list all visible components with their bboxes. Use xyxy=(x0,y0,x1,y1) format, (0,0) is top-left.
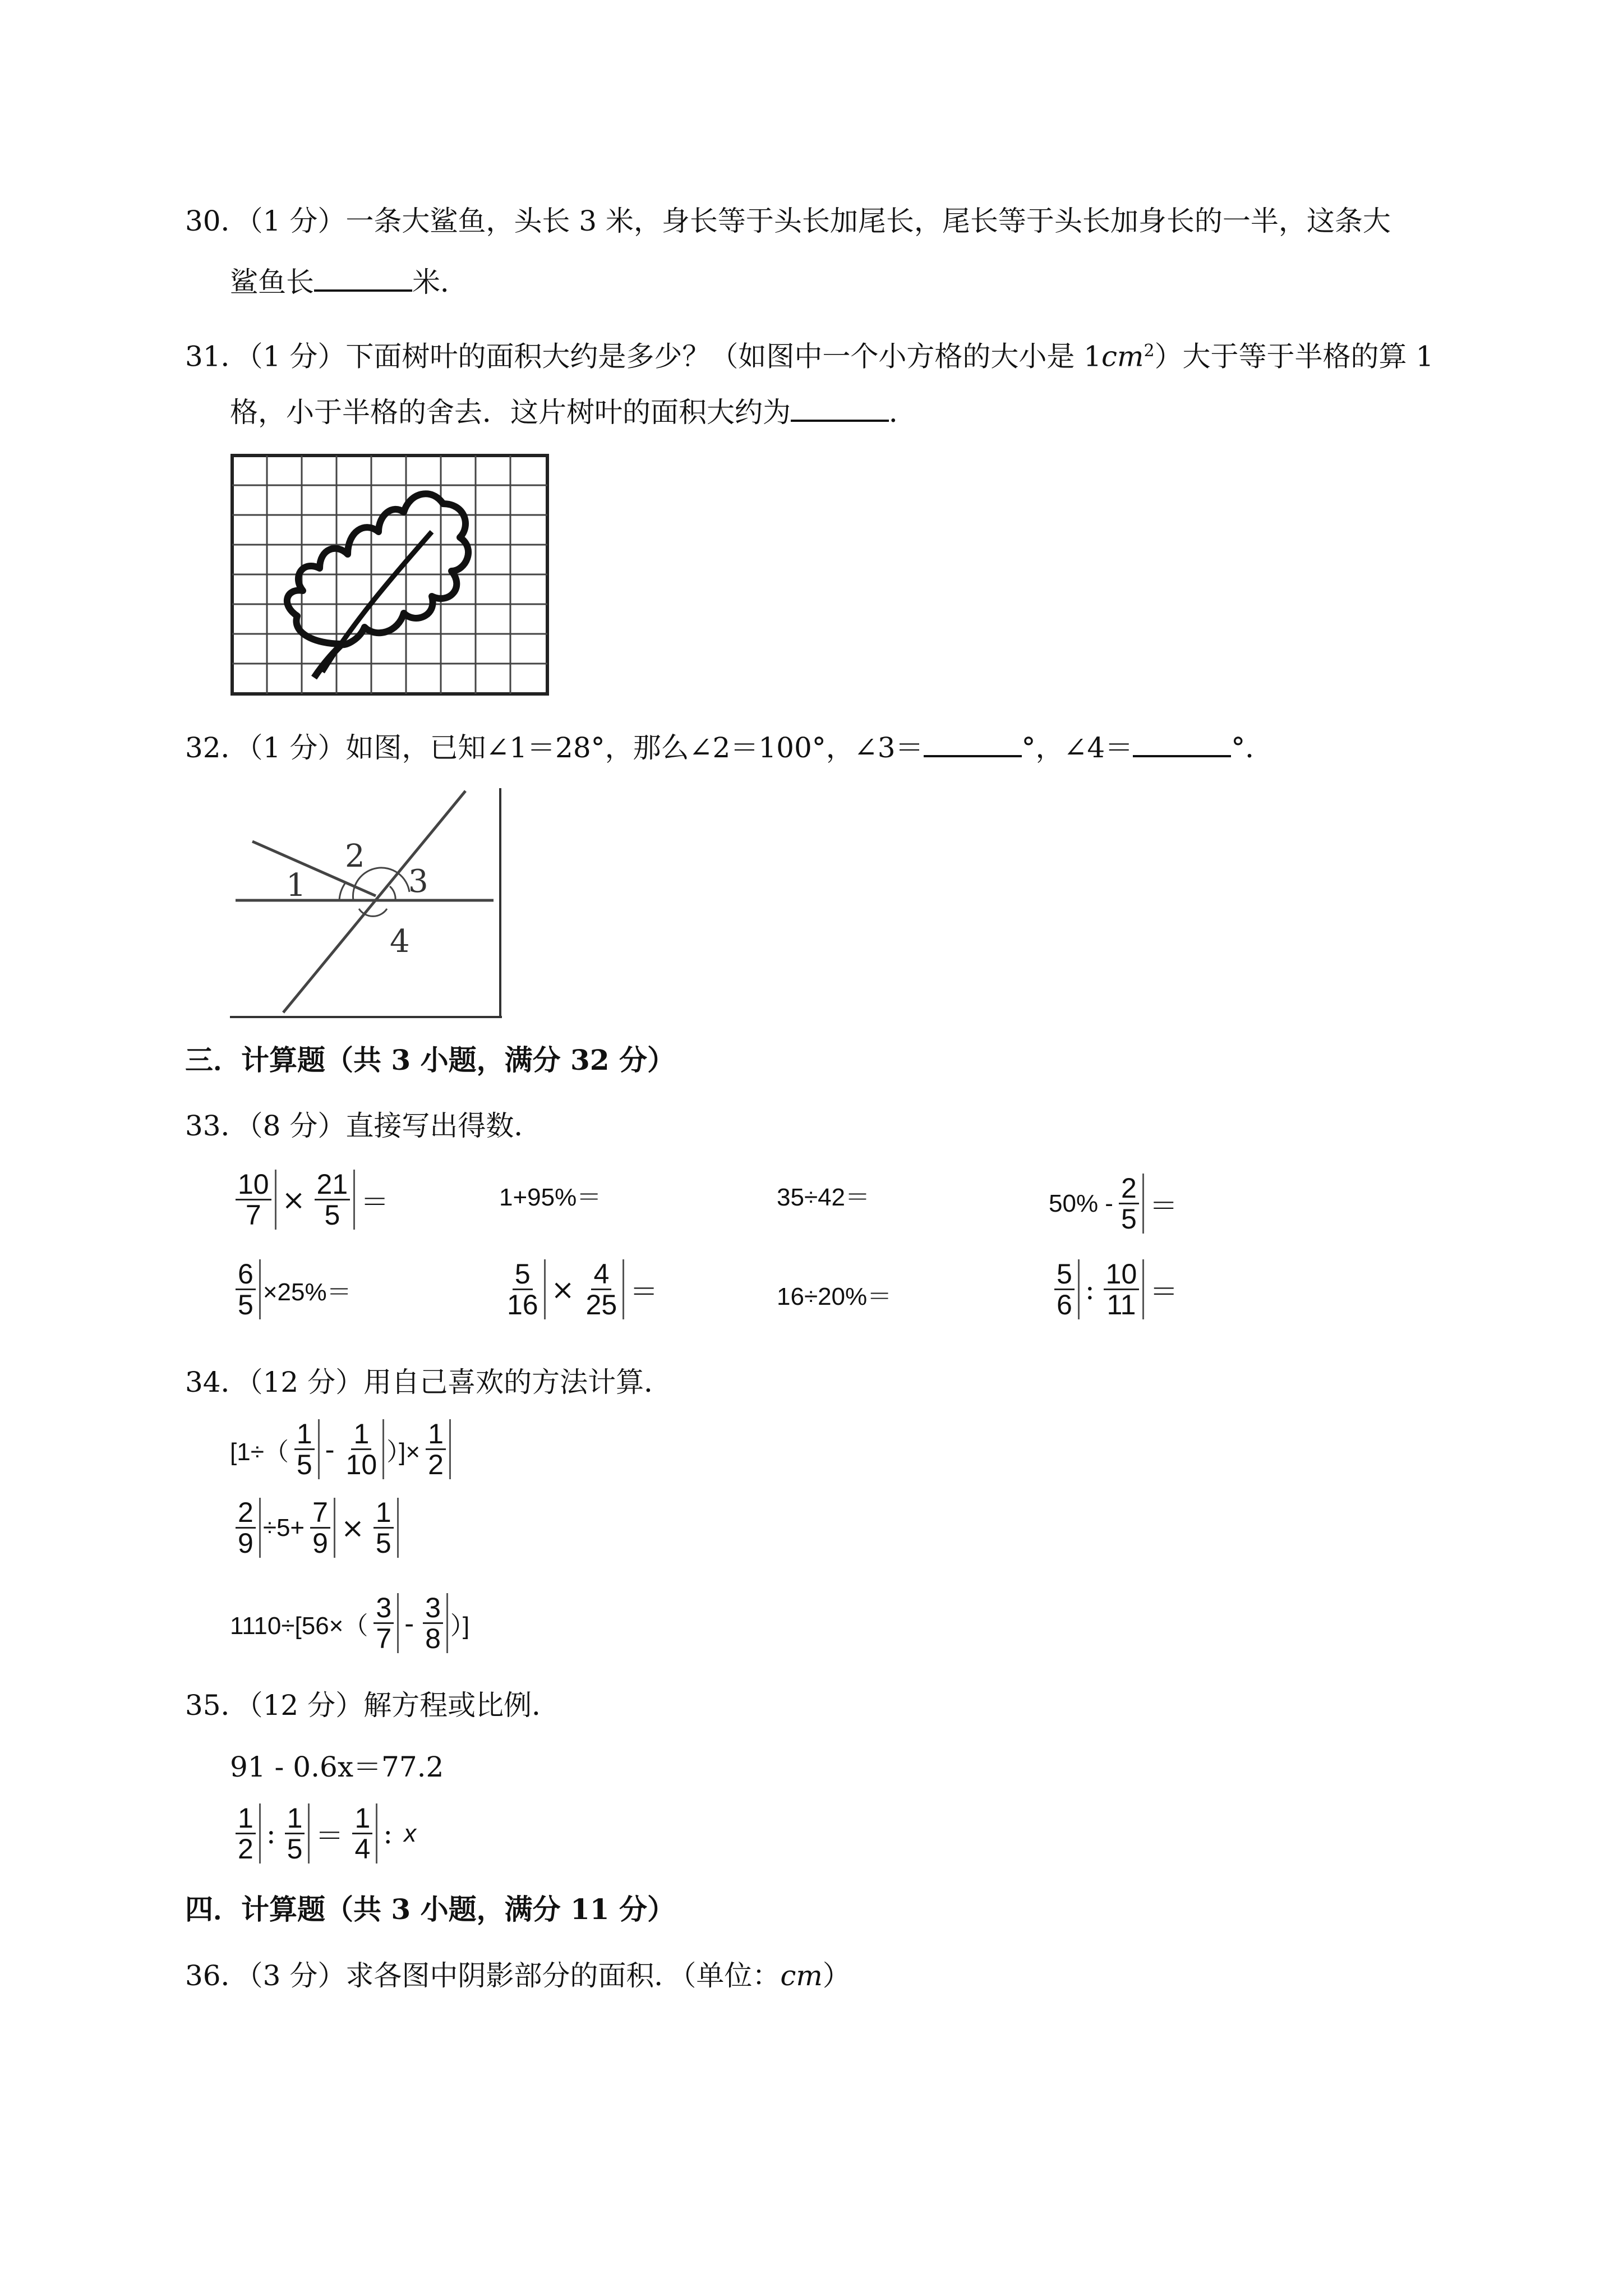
q36-close: ） xyxy=(822,1959,851,1992)
q32-text-c: °． xyxy=(1231,731,1274,764)
q36-line xyxy=(185,1958,851,1994)
q30-line2 xyxy=(230,263,468,300)
numerator: 4 xyxy=(591,1259,611,1290)
q32-line xyxy=(185,728,1273,766)
denominator: 5 xyxy=(296,1449,312,1480)
denominator: 4 xyxy=(354,1833,371,1865)
q34-expr1 xyxy=(230,1419,453,1479)
denominator: 9 xyxy=(238,1527,253,1559)
numerator: 1 xyxy=(236,1803,256,1834)
fraction xyxy=(422,1419,451,1479)
denominator: 5 xyxy=(238,1289,253,1320)
numerator: 1 xyxy=(374,1498,394,1529)
q33-item-e xyxy=(230,1259,352,1319)
q31-text-b: ）大于等于半格的算 1 xyxy=(1154,340,1434,373)
q31-line2 xyxy=(230,393,917,430)
numerator: 5 xyxy=(513,1259,533,1290)
section3-heading: 三．计算题（共 3 小题，满分 32 分） xyxy=(185,1043,675,1076)
numerator: 10 xyxy=(1104,1259,1140,1290)
fraction xyxy=(1115,1174,1144,1234)
q34-expr3 xyxy=(230,1593,469,1653)
q35-proportion xyxy=(230,1803,416,1864)
denominator: 2 xyxy=(238,1833,253,1865)
suffix: ）] xyxy=(450,1612,470,1640)
q30-answer-blank[interactable] xyxy=(314,263,412,292)
fraction xyxy=(282,1803,310,1864)
angle-figure xyxy=(230,788,502,1018)
operator: - xyxy=(404,1607,414,1640)
angle-label-3: 3 xyxy=(408,863,428,900)
denominator: 16 xyxy=(507,1289,538,1320)
q31-answer-blank[interactable] xyxy=(791,393,889,422)
numerator: 21 xyxy=(315,1170,351,1200)
denominator: 10 xyxy=(345,1449,377,1480)
equals: ＝ xyxy=(315,1819,344,1852)
fraction xyxy=(232,1259,261,1319)
q33-item-d xyxy=(1049,1174,1181,1234)
numerator: 10 xyxy=(236,1170,271,1200)
variable-x: x xyxy=(404,1819,417,1847)
q34-expr2 xyxy=(230,1498,401,1558)
operator: - xyxy=(325,1433,335,1466)
prefix: [1÷（ xyxy=(230,1438,289,1466)
q33-item-a xyxy=(230,1170,392,1230)
prefix: 1110÷[56×（ xyxy=(230,1612,368,1640)
denominator: 5 xyxy=(375,1527,391,1559)
fraction xyxy=(1051,1259,1080,1319)
fraction xyxy=(232,1170,276,1230)
fraction xyxy=(307,1498,335,1558)
suffix: ）]× xyxy=(386,1438,421,1466)
numerator: 5 xyxy=(1054,1259,1075,1290)
equals: ＝ xyxy=(1150,1275,1178,1308)
q36-unit: cm xyxy=(780,1959,823,1992)
numerator: 1 xyxy=(352,1803,372,1834)
q34-title: 34．（12 分）用自己喜欢的方法计算． xyxy=(185,1366,672,1398)
denominator: 2 xyxy=(428,1449,444,1480)
denominator: 7 xyxy=(245,1199,261,1231)
prefix: 50% - xyxy=(1049,1189,1113,1217)
q33-title: 33．（8 分）直接写出得数． xyxy=(185,1110,542,1142)
numerator: 2 xyxy=(1119,1174,1139,1204)
equals: ＝ xyxy=(1149,1189,1178,1222)
q35-equation: 91 - 0.6x＝77.2 xyxy=(230,1751,444,1783)
numerator: 7 xyxy=(310,1498,330,1529)
fraction xyxy=(340,1419,385,1479)
denominator: 11 xyxy=(1106,1289,1136,1320)
ratio-colon: : xyxy=(266,1817,276,1850)
angle-label-1: 1 xyxy=(286,867,306,904)
fraction xyxy=(419,1593,448,1653)
angle-label-4: 4 xyxy=(390,923,410,960)
fraction xyxy=(349,1803,377,1864)
q30-prefix: 鲨鱼长 xyxy=(230,266,314,298)
q33-item-f xyxy=(499,1259,661,1319)
fraction xyxy=(501,1259,546,1319)
numerator: 1 xyxy=(351,1419,371,1450)
fraction xyxy=(232,1498,261,1558)
denominator: 7 xyxy=(376,1623,392,1654)
q32-angle3-blank[interactable] xyxy=(924,728,1022,757)
fraction xyxy=(232,1803,261,1864)
denominator: 5 xyxy=(1121,1203,1137,1235)
numerator: 1 xyxy=(426,1419,446,1450)
q36-text: 36．（3 分）求各图中阴影部分的面积．（单位： xyxy=(185,1959,781,1992)
denominator: 5 xyxy=(324,1199,340,1231)
fraction xyxy=(1100,1259,1145,1319)
operator: × xyxy=(282,1183,306,1216)
leaf-grid-figure xyxy=(230,453,555,699)
ratio-colon: : xyxy=(383,1817,393,1850)
q30-line1: 30．（1 分）一条大鲨鱼，头长 3 米，身长等于头长加尾长，尾长等于头长加身长的一半，这条大 xyxy=(185,205,1391,237)
denominator: 25 xyxy=(585,1289,617,1320)
numerator: 6 xyxy=(236,1259,256,1290)
fraction xyxy=(580,1259,625,1319)
fraction xyxy=(291,1419,320,1479)
numerator: 3 xyxy=(374,1593,394,1624)
equals: ＝ xyxy=(630,1275,658,1308)
operator: × xyxy=(551,1273,575,1306)
q31-text-a: 31．（1 分）下面树叶的面积大约是多少？（如图中一个小方格的大小是 1 xyxy=(185,340,1102,373)
fraction xyxy=(311,1170,356,1230)
denominator: 5 xyxy=(287,1833,303,1865)
leaf-midrib xyxy=(322,532,432,672)
numerator: 1 xyxy=(285,1803,305,1834)
ratio-colon: : xyxy=(1085,1273,1095,1306)
q31-unit-sup: 2 xyxy=(1144,341,1155,361)
q31-text-d: ． xyxy=(889,396,917,429)
q33-item-h xyxy=(1049,1259,1181,1319)
q31-text-c: 格，小于半格的舍去．这片树叶的面积大约为 xyxy=(230,396,791,429)
angle-label-2: 2 xyxy=(345,838,365,875)
denominator: 6 xyxy=(1057,1289,1072,1320)
section4-heading: 四．计算题（共 3 小题，满分 11 分） xyxy=(185,1893,675,1926)
fraction xyxy=(370,1593,399,1653)
q31-line1 xyxy=(185,333,1433,375)
middle: ÷5+ xyxy=(262,1513,305,1542)
q32-text-b: °，∠4＝ xyxy=(1021,731,1133,764)
q35-title: 35．（12 分）解方程或比例． xyxy=(185,1689,560,1722)
q33-item-c: 35÷42＝ xyxy=(777,1184,870,1211)
q32-angle4-blank[interactable] xyxy=(1133,728,1231,757)
numerator: 1 xyxy=(294,1419,315,1450)
denominator: 9 xyxy=(312,1527,328,1559)
numerator: 2 xyxy=(236,1498,256,1529)
q33-item-b: 1+95%＝ xyxy=(499,1184,602,1211)
equals: ＝ xyxy=(361,1185,389,1218)
q32-text-a: 32．（1 分）如图，已知∠1＝28°，那么∠2＝100°，∠3＝ xyxy=(185,731,924,764)
fraction xyxy=(370,1498,399,1558)
rest: ×25%＝ xyxy=(262,1278,352,1306)
denominator: 8 xyxy=(425,1623,441,1654)
operator: × xyxy=(340,1511,365,1544)
q31-unit: cm xyxy=(1101,340,1144,373)
numerator: 3 xyxy=(423,1593,443,1624)
q33-item-g: 16÷20%＝ xyxy=(777,1283,892,1310)
q30-suffix: 米． xyxy=(412,266,468,298)
